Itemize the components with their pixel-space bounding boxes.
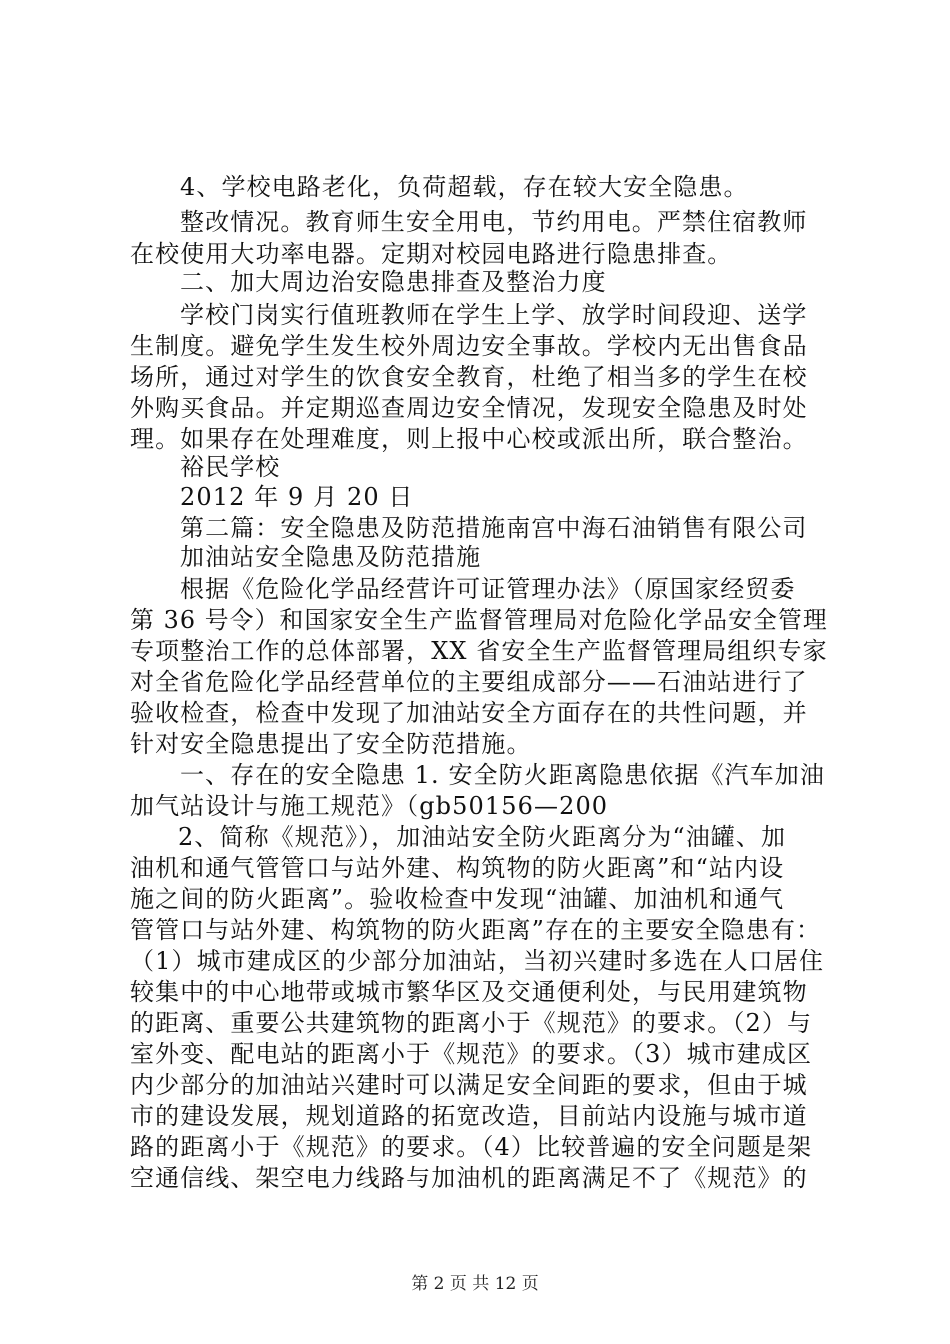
paragraph-line: 管管口与站外建、构筑物的防火距离”存在的主要安全隐患有：	[130, 916, 822, 944]
paragraph-line: 对全省危险化学品经营单位的主要组成部分——石油站进行了	[130, 668, 808, 696]
paragraph-line: 整改情况。教育师生安全用电，节约用电。严禁住宿教师	[180, 208, 808, 236]
paragraph-line: 生制度。避免学生发生校外周边安全事故。学校内无出售食品	[130, 332, 808, 360]
paragraph-line: 根据《危险化学品经营许可证管理办法》（原国家经贸委	[180, 575, 796, 603]
paragraph-line: （1）城市建成区的少部分加油站，当初兴建时多选在人口居住	[130, 947, 825, 975]
paragraph-line: 学校门岗实行值班教师在学生上学、放学时间段迎、送学	[180, 301, 808, 329]
paragraph-line: 4、学校电路老化，负荷超载，存在较大安全隐患。	[180, 173, 749, 201]
page-footer: 第 2 页 共 12 页	[411, 1274, 539, 1294]
paragraph-line: 验收检查，检查中发现了加油站安全方面存在的共性问题，并	[130, 699, 808, 727]
signature-date: 2012 年 9 月 20 日	[180, 483, 414, 511]
signature-name: 裕民学校	[180, 453, 281, 481]
paragraph-line: 一、存在的安全隐患 1. 安全防火距离隐患依据《汽车加油	[180, 761, 825, 789]
paragraph-line: 针对安全隐患提出了安全防范措施。	[130, 730, 532, 758]
paragraph-line: 理。如果存在处理难度，则上报中心校或派出所，联合整治。	[130, 425, 808, 453]
paragraph-line: 路的距离小于《规范》的要求。（4）比较普遍的安全问题是架	[130, 1133, 813, 1161]
paragraph-line: 油机和通气管管口与站外建、构筑物的防火距离”和“站内设	[130, 854, 785, 882]
paragraph-line: 施之间的防火距离”。验收检查中发现“油罐、加油机和通气	[130, 885, 785, 913]
paragraph-line: 空通信线、架空电力线路与加油机的距离满足不了《规范》的	[130, 1164, 808, 1192]
paragraph-line: 市的建设发展，规划道路的拓宽改造，目前站内设施与城市道	[130, 1102, 808, 1130]
paragraph-line: 的距离、重要公共建筑物的距离小于《规范》的要求。（2）与	[130, 1009, 813, 1037]
paragraph-line: 加气站设计与施工规范》（gb50156—200	[130, 792, 609, 820]
paragraph-line: 内少部分的加油站兴建时可以满足安全间距的要求，但由于城	[130, 1071, 808, 1099]
paragraph-line: 外购买食品。并定期巡查周边安全情况，发现安全隐患及时处	[130, 394, 808, 422]
paragraph-line: 室外变、配电站的距离小于《规范》的要求。（3）城市建成区	[130, 1040, 813, 1068]
paragraph-line: 在校使用大功率电器。定期对校园电路进行隐患排查。	[130, 240, 733, 268]
paragraph-line: 较集中的中心地带或城市繁华区及交通便利处，与民用建筑物	[130, 978, 808, 1006]
paragraph-line: 第 36 号令）和国家安全生产监督管理局对危险化学品安全管理	[130, 606, 828, 634]
paragraph-line: 2、简称《规范》），加油站安全防火距离分为“油罐、加	[178, 823, 787, 851]
section-heading: 二、加大周边治安隐患排查及整治力度	[180, 268, 607, 296]
section-heading: 加油站安全隐患及防范措施	[180, 543, 482, 571]
paragraph-line: 场所，通过对学生的饮食安全教育，杜绝了相当多的学生在校	[130, 363, 808, 391]
section-heading: 第二篇：安全隐患及防范措施南宫中海石油销售有限公司	[180, 514, 808, 542]
paragraph-line: 专项整治工作的总体部署，XX 省安全生产监督管理局组织专家	[130, 637, 828, 665]
